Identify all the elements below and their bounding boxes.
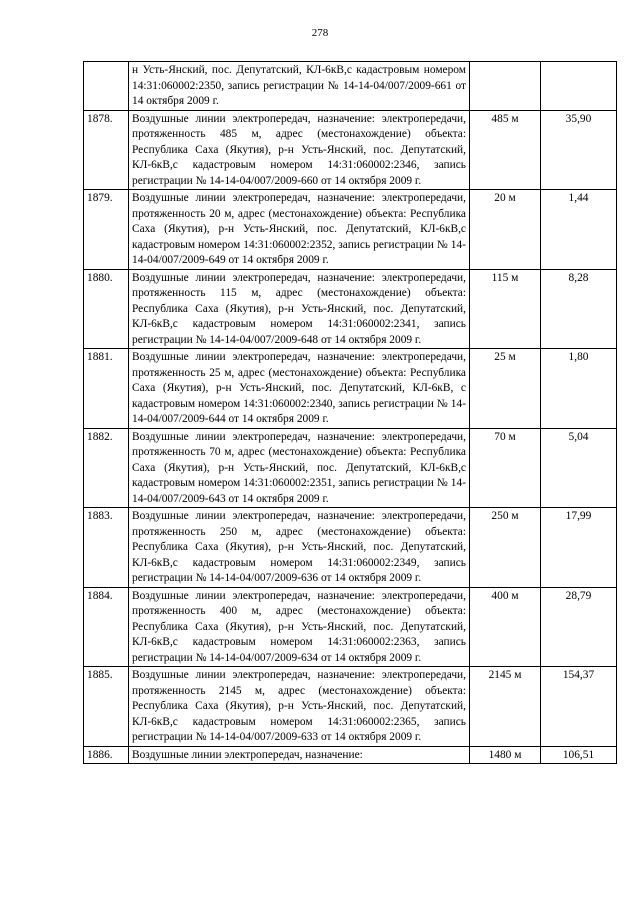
row-number (84, 62, 129, 111)
table-row (84, 349, 617, 429)
object-cost: 5,04 (541, 428, 617, 508)
row-number: 1885. (84, 667, 129, 747)
object-length: 20 м (470, 190, 541, 270)
table-row (84, 587, 617, 667)
row-number: 1880. (84, 269, 129, 349)
object-cost: 17,99 (541, 508, 617, 588)
table-row (84, 110, 617, 190)
object-length: 70 м (470, 428, 541, 508)
object-cost: 28,79 (541, 587, 617, 667)
object-cost: 35,90 (541, 110, 617, 190)
object-description: Воздушные линии электропередач, назначение: электропередачи, протяженность 400 м, адрес (местонахождение) объекта: Республика Саха (Якутия), р-н Усть-Янский, пос. Депутатский, КЛ-6кВ,с кадастровым номером 14:31:060002:2363, запись регистрации № 14-14-04/007/2009-634 от 14 октября 2009 г. (129, 587, 470, 667)
table-row (84, 62, 617, 111)
table-row (84, 428, 617, 508)
object-description: Воздушные линии электропередач, назначение: электропередачи, протяженность 25 м, адрес (местонахождение) объекта: Республика Саха (Якутия), р-н Усть-Янский, пос. Депутатский, КЛ-6кВ, с кадастровым номером 14:31:060002:2340, запись регистрации № 14-14-04/007/2009-644 от 14 октября 2009 г. (129, 349, 470, 429)
object-cost: 8,28 (541, 269, 617, 349)
object-length (470, 62, 541, 111)
object-description: Воздушные линии электропередач, назначение: электропередачи, протяженность 485 м, адрес (местонахождение) объекта: Республика Саха (Якутия), р-н Усть-Янский, пос. Депутатский, КЛ-6кВ,с кадастровым номером 14:31:060002:2346, запись регистрации № 14-14-04/007/2009-660 от 14 октября 2009 г. (129, 110, 470, 190)
object-length: 115 м (470, 269, 541, 349)
table-row (84, 190, 617, 270)
row-number: 1883. (84, 508, 129, 588)
row-number: 1881. (84, 349, 129, 429)
object-description: Воздушные линии электропередач, назначение: электропередачи, протяженность 20 м, адрес (местонахождение) объекта: Республика Саха (Якутия), р-н Усть-Янский, пос. Депутатский, КЛ-6кВ,с кадастровым номером 14:31:060002:2352, запись регистрации № 14-14-04/007/2009-649 от 14 октября 2009 г. (129, 190, 470, 270)
object-description: Воздушные линии электропередач, назначение: (129, 746, 470, 764)
object-length: 2145 м (470, 667, 541, 747)
table-row (84, 746, 617, 764)
property-registry-table (83, 61, 617, 764)
object-length: 1480 м (470, 746, 541, 764)
object-length: 400 м (470, 587, 541, 667)
table-row (84, 508, 617, 588)
object-cost: 1,80 (541, 349, 617, 429)
object-cost (541, 62, 617, 111)
row-number: 1884. (84, 587, 129, 667)
object-length: 485 м (470, 110, 541, 190)
row-number: 1882. (84, 428, 129, 508)
object-description: Воздушные линии электропередач, назначение: электропередачи, протяженность 115 м, адрес (местонахождение) объекта: Республика Саха (Якутия), р-н Усть-Янский, пос. Депутатский, КЛ-6кВ,с кадастровым номером 14:31:060002:2341, запись регистрации № 14-14-04/007/2009-648 от 14 октября 2009 г. (129, 269, 470, 349)
object-description: н Усть-Янский, пос. Депутатский, КЛ-6кВ,с кадастровым номером 14:31:060002:2350, запись регистрации № 14-14-04/007/2009-661 от 14 октября 2009 г. (129, 62, 470, 111)
object-description: Воздушные линии электропередач, назначение: электропередачи, протяженность 70 м, адрес (местонахождение) объекта: Республика Саха (Якутия), р-н Усть-Янский, пос. Депутатский, КЛ-6кВ,с кадастровым номером 14:31:060002:2351, запись регистрации № 14-14-04/007/2009-643 от 14 октября 2009 г. (129, 428, 470, 508)
object-length: 25 м (470, 349, 541, 429)
object-description: Воздушные линии электропередач, назначение: электропередачи, протяженность 2145 м, адрес (местонахождение) объекта: Республика Саха (Якутия), р-н Усть-Янский, пос. Депутатский, КЛ-6кВ,с кадастровым номером 14:31:060002:2365, запись регистрации № 14-14-04/007/2009-633 от 14 октября 2009 г. (129, 667, 470, 747)
row-number: 1878. (84, 110, 129, 190)
table-row (84, 667, 617, 747)
object-cost: 106,51 (541, 746, 617, 764)
object-cost: 154,37 (541, 667, 617, 747)
object-length: 250 м (470, 508, 541, 588)
object-description: Воздушные линии электропередач, назначение: электропередачи, протяженность 250 м, адрес (местонахождение) объекта: Республика Саха (Якутия), р-н Усть-Янский, пос. Депутатский, КЛ-6кВ,с кадастровым номером 14:31:060002:2349, запись регистрации № 14-14-04/007/2009-636 от 14 октября 2009 г. (129, 508, 470, 588)
object-cost: 1,44 (541, 190, 617, 270)
page-number: 278 (311, 27, 329, 39)
row-number: 1879. (84, 190, 129, 270)
table-row (84, 269, 617, 349)
row-number: 1886. (84, 746, 129, 764)
